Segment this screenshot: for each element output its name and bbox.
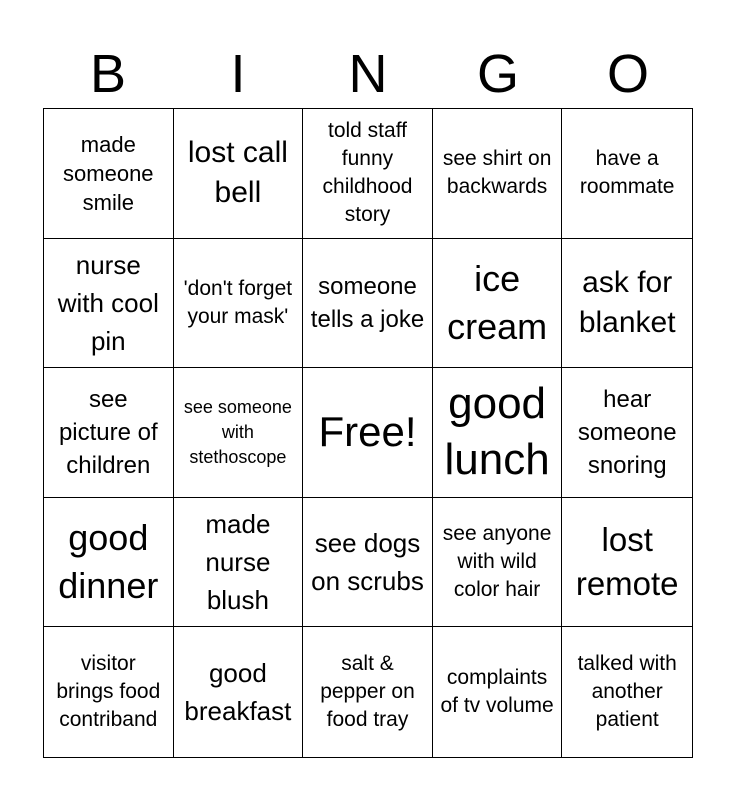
bingo-cell-b3[interactable] — [44, 368, 174, 498]
bingo-cell-n4[interactable] — [303, 498, 433, 628]
cell-label: good breakfast — [184, 658, 292, 727]
cell-label: lost call bell — [187, 136, 288, 210]
cell-label: have a roommate — [579, 147, 675, 199]
cell-label: lost remote — [575, 521, 679, 603]
cell-label: good lunch — [444, 379, 550, 485]
bingo-cell-o1[interactable] — [562, 109, 692, 239]
bingo-cell-b1[interactable] — [44, 109, 174, 239]
bingo-cell-n5[interactable] — [303, 627, 433, 757]
cell-label: ice cream — [447, 257, 548, 347]
cell-label: complaints of tv volume — [440, 666, 554, 718]
cell-label: made someone smile — [63, 131, 154, 215]
cell-label: made nurse blush — [205, 509, 271, 616]
cell-label: see anyone with wild color hair — [442, 522, 552, 602]
cell-label: salt & pepper on food tray — [320, 652, 415, 732]
bingo-cell-i5[interactable] — [174, 627, 304, 757]
cell-label: 'don't forget your mask' — [183, 276, 293, 328]
bingo-cell-n3-free[interactable] — [303, 368, 433, 498]
bingo-cell-o3[interactable] — [562, 368, 692, 498]
cell-label: see shirt on backwards — [442, 147, 552, 199]
cell-label: visitor brings food contriband — [56, 652, 161, 732]
cell-label: hear someone snoring — [577, 385, 677, 479]
bingo-cell-i4[interactable] — [174, 498, 304, 628]
cell-label: see someone with stethoscope — [183, 396, 292, 467]
cell-label: ask for blanket — [578, 265, 676, 339]
bingo-cell-g4[interactable] — [433, 498, 563, 628]
bingo-cell-g3[interactable] — [433, 368, 563, 498]
free-space-label: Free! — [318, 408, 417, 456]
cell-label: nurse with cool pin — [57, 249, 159, 356]
bingo-board — [43, 108, 693, 758]
header-letter-b: B — [89, 44, 127, 104]
cell-label: good dinner — [58, 517, 159, 607]
header-letter-i: I — [230, 44, 246, 104]
cell-label: see picture of children — [58, 385, 158, 479]
bingo-cell-o4[interactable] — [562, 498, 692, 628]
header-letter-o: O — [606, 44, 649, 104]
header-letter-g: G — [476, 44, 519, 104]
cell-label: see dogs on scrubs — [311, 528, 424, 597]
header-letter-n: N — [348, 44, 388, 104]
bingo-cell-o5[interactable] — [562, 627, 692, 757]
bingo-cell-i1[interactable] — [174, 109, 304, 239]
bingo-cell-i2[interactable] — [174, 239, 304, 369]
bingo-cell-b2[interactable] — [44, 239, 174, 369]
cell-label: told staff funny childhood story — [322, 119, 413, 227]
cell-label: talked with another patient — [577, 652, 677, 732]
bingo-cell-n1[interactable] — [303, 109, 433, 239]
bingo-cell-b4[interactable] — [44, 498, 174, 628]
bingo-cell-n2[interactable] — [303, 239, 433, 369]
bingo-cell-i3[interactable] — [174, 368, 304, 498]
bingo-cell-g5[interactable] — [433, 627, 563, 757]
cell-label: someone tells a joke — [310, 272, 425, 333]
bingo-header — [43, 40, 693, 108]
bingo-cell-g2[interactable] — [433, 239, 563, 369]
bingo-cell-b5[interactable] — [44, 627, 174, 757]
bingo-cell-o2[interactable] — [562, 239, 692, 369]
bingo-cell-g1[interactable] — [433, 109, 563, 239]
